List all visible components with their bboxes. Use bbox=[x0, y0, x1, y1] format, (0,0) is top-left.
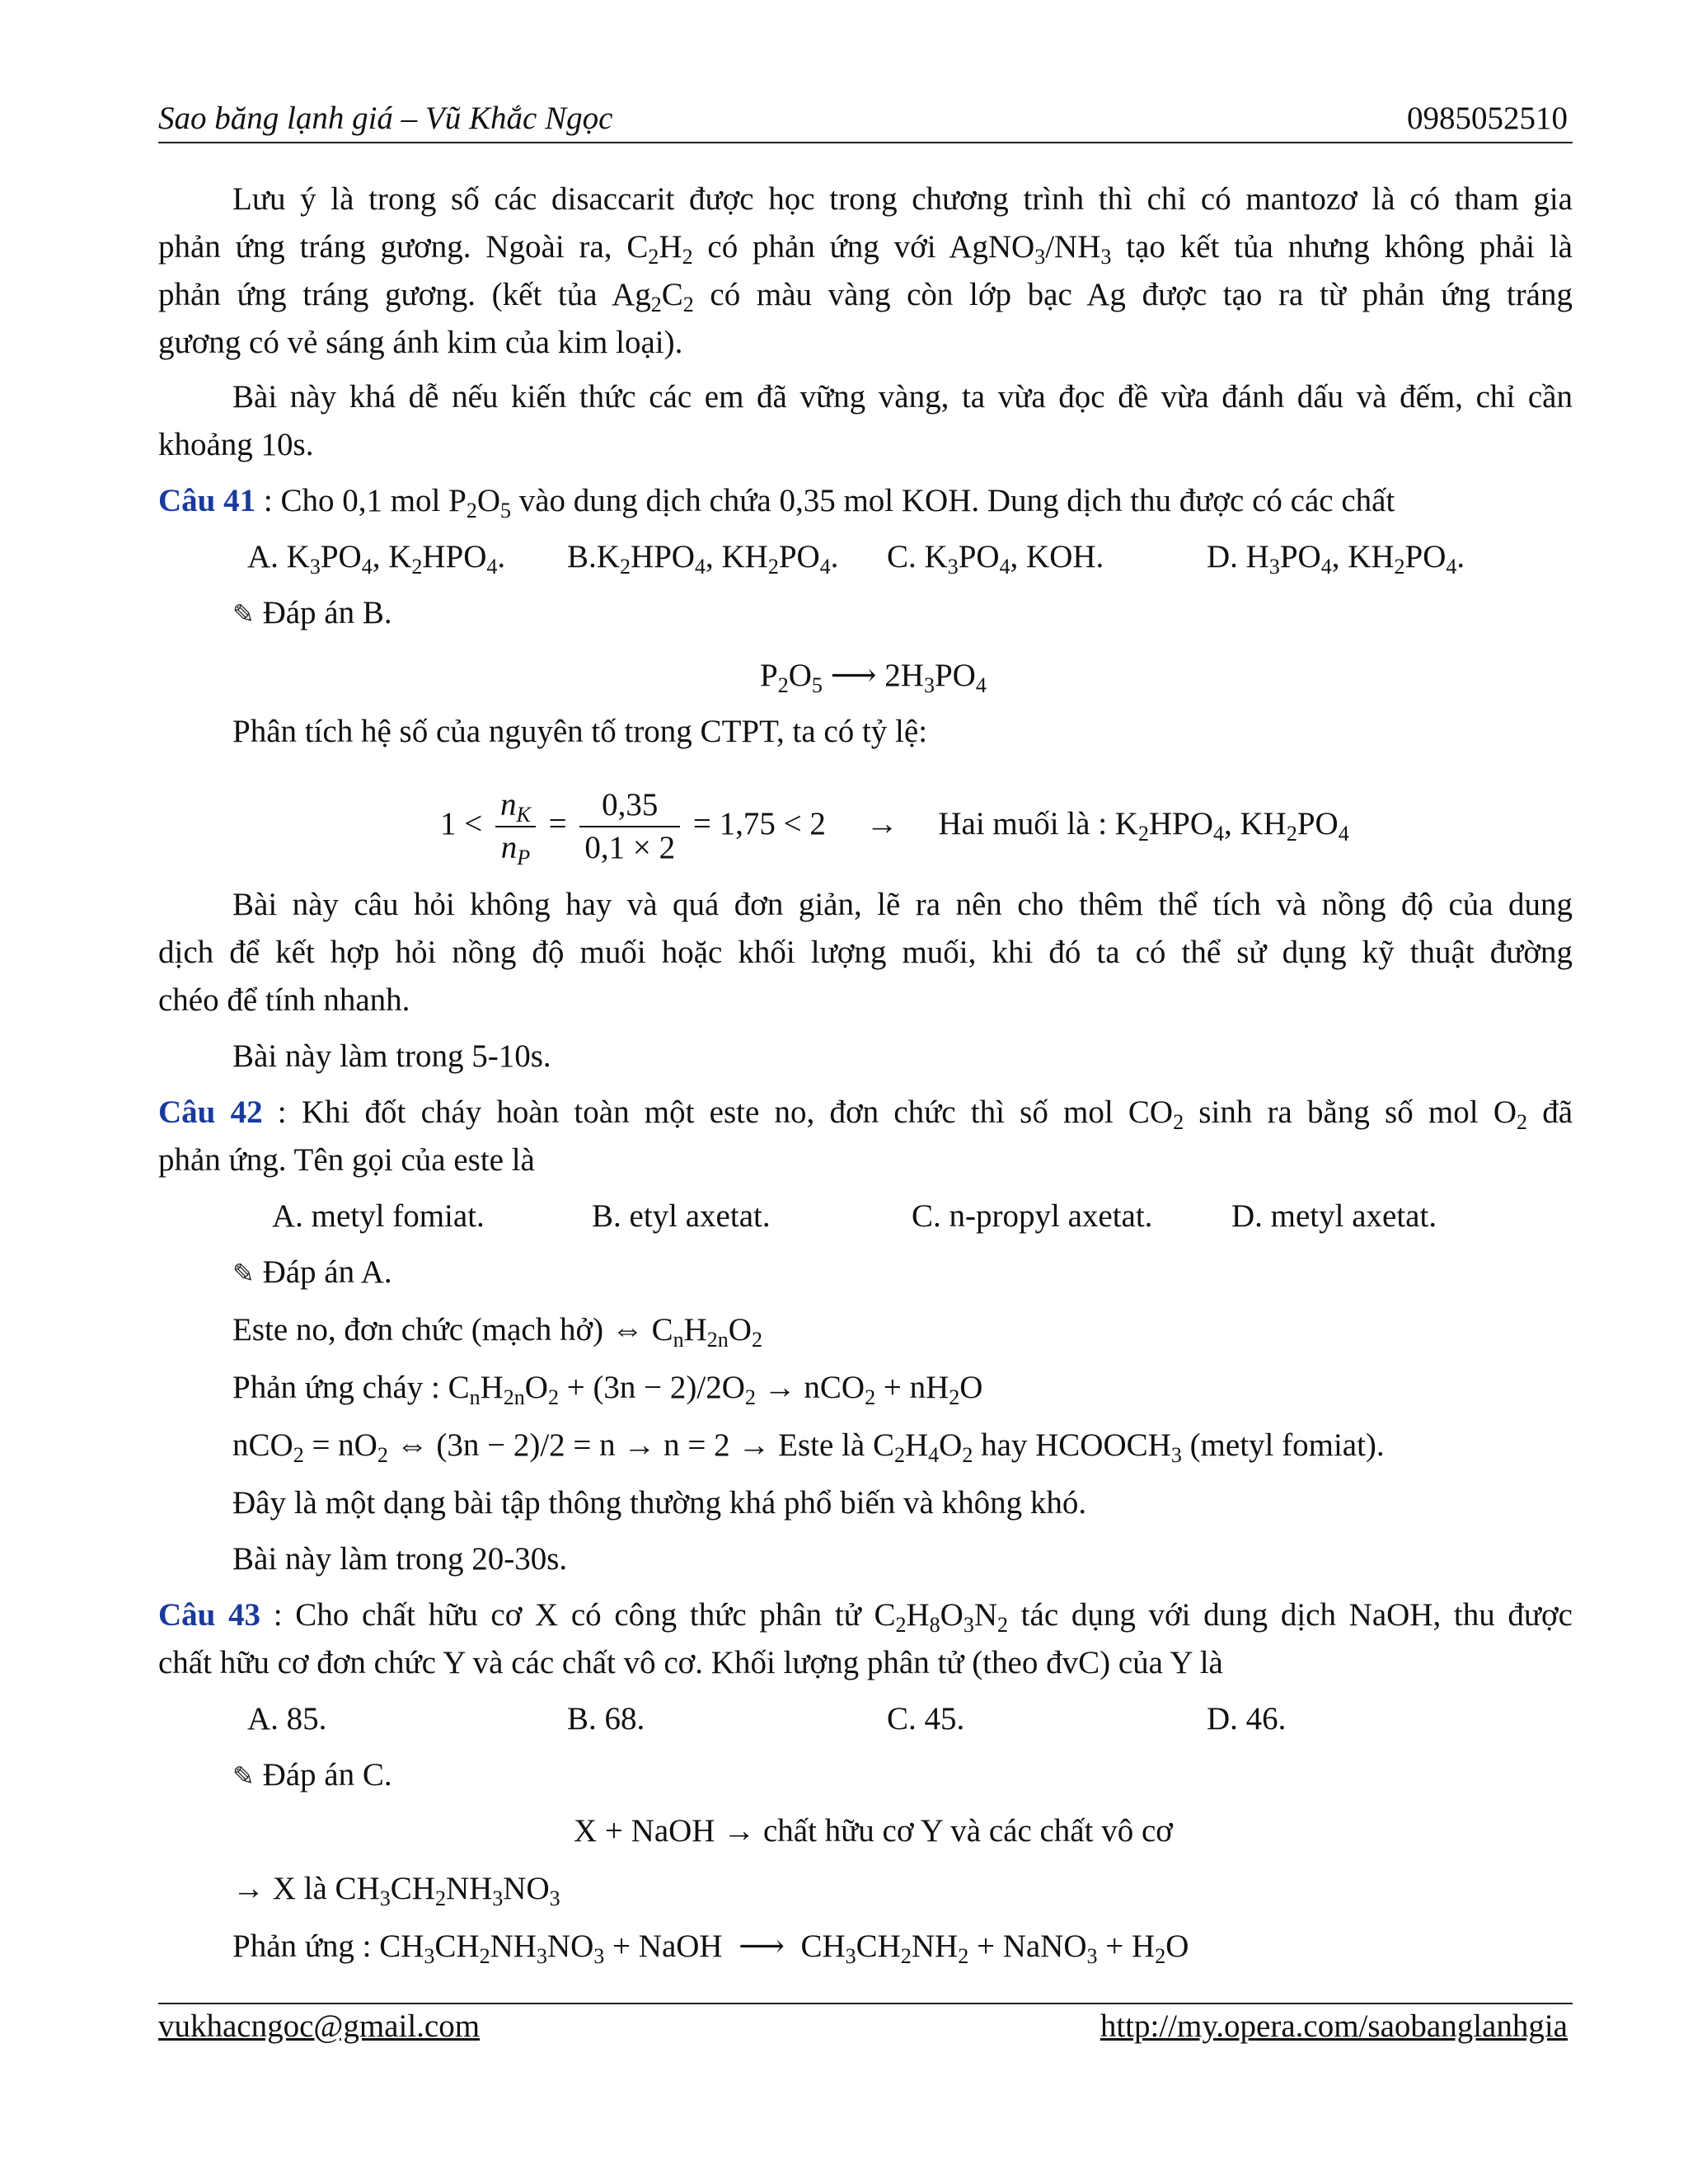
q43-option-d: D. 46. bbox=[1207, 1701, 1287, 1736]
question-43-label: Câu 43 bbox=[158, 1597, 261, 1633]
q43-answer: ✎ Đáp án C. bbox=[232, 1757, 392, 1793]
q43-option-c: C. 45. bbox=[887, 1701, 965, 1736]
intro-line-4: gương có vẻ sáng ánh kim của kim loại). bbox=[158, 325, 683, 360]
q42-answer: ✎ Đáp án A. bbox=[232, 1254, 392, 1290]
q42-line-4: Đây là một dạng bài tập thông thường khá phổ biến và không khó. bbox=[232, 1485, 1087, 1521]
q41-option-a: A. $K_3PO_4$, $K_2HPO_4$. bbox=[247, 539, 506, 579]
q41-option-b: $B.K_2HPO_4$, $KH_2PO_4$. bbox=[567, 539, 839, 579]
question-42: Câu 42 : Khi đốt cháy hoàn toàn một este no, đơn chức thì số mol $CO_2$ sinh ra bằng số mol $O_2$ đã bbox=[158, 1094, 1573, 1134]
ratio-fraction-n: $\frac{n_K}{n_P}$ bbox=[495, 785, 536, 869]
q42-option-c: C. n-propyl axetat. bbox=[912, 1198, 1153, 1234]
pencil-icon: ✎ bbox=[232, 1258, 255, 1289]
q41-option-d: D. $H_3PO_4$, $KH_2PO_4$. bbox=[1207, 539, 1465, 579]
pencil-icon: ✎ bbox=[232, 598, 255, 630]
q42-line-1: Este no, đơn chức (mạch hở) ⇔ $C_nH_{2n}O_2$ bbox=[232, 1312, 762, 1352]
q41-comment-3: chéo để tính nhanh. bbox=[158, 982, 410, 1018]
intro-line-1: Lưu ý là trong số các disaccarit được học trong chương trình thì chỉ có mantozơ là có tham gia bbox=[232, 181, 1573, 217]
footer-email-link[interactable]: vukhacngoc@gmail.com bbox=[158, 2008, 481, 2044]
question-42-line-2: phản ứng. Tên gọi của este là bbox=[158, 1142, 535, 1178]
header-author: Sao băng lạnh giá – Vũ Khắc Ngọc bbox=[158, 101, 613, 136]
question-43: Câu 43 : Cho chất hữu cơ X có công thức phân tử $C_2H_8O_3N_2$ tác dụng với dung dịch NaOH, thu được bbox=[158, 1597, 1573, 1637]
q42-line-3: $nCO_2 = nO_2$ ⇔ (3n − 2)/2 = n → n = 2 → Este là $C_2H_4O_2$ hay $HCOOCH_3$ (metyl fomiat). bbox=[232, 1427, 1385, 1467]
question-43-line-2: chất hữu cơ đơn chức Y và các chất vô cơ. Khối lượng phân tử (theo đvC) của Y là bbox=[158, 1645, 1223, 1680]
intro-line-5: Bài này khá dễ nếu kiến thức các em đã vững vàng, ta vừa đọc đề vừa đánh dấu và đếm, chỉ cần bbox=[232, 379, 1573, 415]
q41-analysis: Phân tích hệ số của nguyên tố trong CTPT, ta có tỷ lệ: bbox=[232, 714, 928, 749]
q41-equation: $P_2O_5$ ⟶ $2H_3PO_4$ bbox=[760, 658, 987, 697]
intro-line-2: phản ứng tráng gương. Ngoài ra, $C_2H_2$ có phản ứng với $AgNO_3/NH_3$ tạo kết tủa nhưng không phải là bbox=[158, 229, 1573, 269]
q42-option-b: B. etyl axetat. bbox=[592, 1198, 771, 1234]
q42-option-d: D. metyl axetat. bbox=[1231, 1198, 1437, 1234]
q41-time: Bài này làm trong 5-10s. bbox=[232, 1038, 551, 1074]
ratio-fraction-value: $\frac{0,35}{0,1 \times 2}$ bbox=[579, 785, 680, 869]
q41-ratio-equation: 1 < $\frac{n_K}{n_P}$ = $\frac{0,35}{0,1 \times 2}$ = 1,75 < 2 → Hai muối là : $K_2HPO_4$, $KH_2PO_4$ bbox=[440, 785, 1349, 869]
question-41: Câu 41 : Cho 0,1 mol $P_2O_5$ vào dung dịch chứa 0,35 mol KOH. Dung dịch thu được có các chất bbox=[158, 483, 1395, 523]
header-phone: 0985052510 bbox=[1407, 101, 1568, 136]
q41-option-c: C. $K_3PO_4$, KOH. bbox=[887, 539, 1104, 579]
q42-option-a: A. metyl fomiat. bbox=[272, 1198, 485, 1234]
page-footer bbox=[158, 2003, 1573, 2044]
q43-option-a: A. 85. bbox=[247, 1701, 327, 1736]
footer-url-link[interactable]: http://my.opera.com/saobanglanhgia bbox=[1100, 2008, 1568, 2044]
intro-line-3: phản ứng tráng gương. (kết tủa $Ag_2C_2$ có màu vàng còn lớp bạc Ag được tạo ra từ phản ứng tráng bbox=[158, 277, 1573, 316]
q42-time: Bài này làm trong 20-30s. bbox=[232, 1541, 568, 1577]
q43-line-3: Phản ứng : $CH_3CH_2NH_3NO_3$ + NaOH ⟶ $CH_3CH_2NH_2$ + NaNO$_3$ + $H_2O$ bbox=[232, 1929, 1189, 1968]
question-42-label: Câu 42 bbox=[158, 1094, 263, 1130]
q43-line-2: → X là $CH_3CH_2NH_3NO_3$ bbox=[232, 1871, 560, 1910]
q42-line-2: Phản ứng cháy : $C_nH_{2n}O_2 + (3n - 2)/2O_2 \to nCO_2 + nH_2O$ bbox=[232, 1370, 983, 1409]
q41-comment-2: dịch để kết hợp hỏi nồng độ muối hoặc khối lượng muối, khi đó ta có thể sử dụng kỹ thuật đường bbox=[158, 935, 1573, 970]
intro-line-6: khoảng 10s. bbox=[158, 427, 314, 462]
q43-option-b: B. 68. bbox=[567, 1701, 645, 1736]
question-41-label: Câu 41 bbox=[158, 483, 256, 518]
q41-comment-1: Bài này câu hỏi không hay và quá đơn giản, lẽ ra nên cho thêm thể tích và nồng độ của dung bbox=[232, 887, 1573, 922]
q41-answer: ✎ Đáp án B. bbox=[232, 595, 392, 630]
q43-equation-1: X + NaOH → chất hữu cơ Y và các chất vô cơ bbox=[574, 1813, 1173, 1849]
pencil-icon: ✎ bbox=[232, 1760, 255, 1792]
page-header bbox=[158, 96, 1573, 143]
